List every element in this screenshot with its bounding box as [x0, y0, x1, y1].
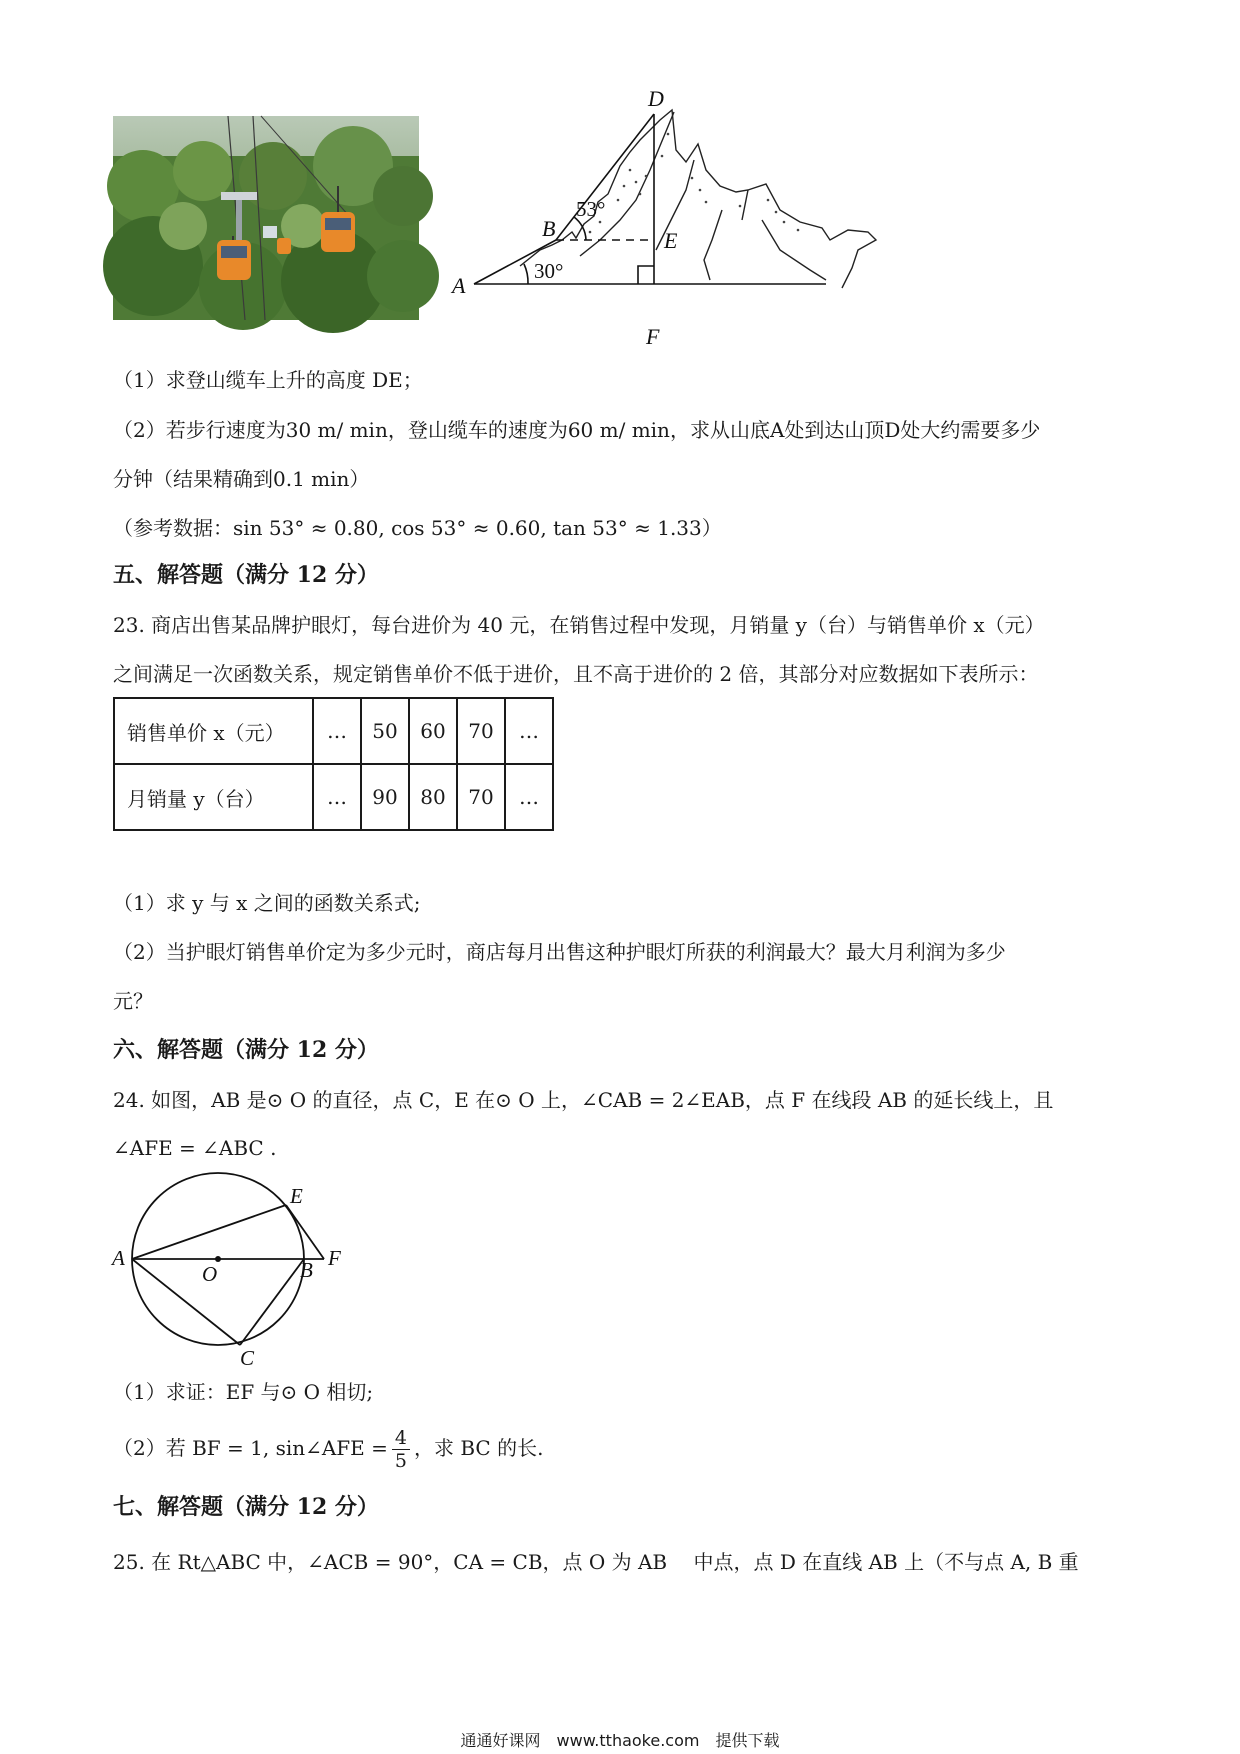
mountain-diagram: [452, 86, 940, 358]
angle-30: 30°: [534, 259, 564, 283]
section-6-heading: 六、解答题（满分 12 分）: [113, 1037, 379, 1063]
mountain-outline: [520, 110, 876, 288]
circle-label-o: O: [202, 1262, 218, 1286]
table-row-header: 月销量 y（台）: [114, 764, 313, 830]
section-5-heading: 五、解答题（满分 12 分）: [113, 562, 379, 588]
circle-label-a: A: [112, 1246, 125, 1270]
q24-line2: ∠AFE = ∠ABC .: [113, 1136, 277, 1160]
table-cell: 60: [409, 698, 457, 764]
table-row: [114, 698, 553, 764]
geometry-lines: [474, 114, 826, 284]
table-cell: …: [505, 764, 553, 830]
q24-line1: 24. 如图，AB 是⊙ O 的直径，点 C，E 在⊙ O 上，∠CAB = 2∠EAB，点 F 在线段 AB 的延长线上，且: [113, 1088, 1054, 1112]
fraction: [392, 1427, 410, 1472]
table-cell: …: [313, 764, 361, 830]
q24-part2-prefix: （2）若 BF = 1, sin∠AFE =: [113, 1436, 388, 1460]
mountain-shading: [589, 133, 800, 234]
q23-line1: 23. 商店出售某品牌护眼灯，每台进价为 40 元，在销售过程中发现，月销量 y（台）与销售单价 x（元）: [113, 613, 1045, 637]
fraction-denominator: 5: [394, 1450, 407, 1472]
angle-53: 53°: [576, 197, 606, 221]
circle-diagram: [110, 1175, 360, 1370]
q24-part2-suffix: ，求 BC 的长.: [414, 1436, 544, 1460]
q23-part2-line1: （2）当护眼灯销售单价定为多少元时，商店每月出售这种护眼灯所获的利润最大？最大月利润为多少: [113, 940, 1006, 964]
label-d: D: [648, 86, 664, 111]
q22-reference: （参考数据：sin 53° ≈ 0.80, cos 53° ≈ 0.60, tan 53° ≈ 1.33）: [113, 516, 722, 540]
table-cell: 90: [361, 764, 409, 830]
circle-label-b: B: [300, 1258, 313, 1282]
table-cell: 50: [361, 698, 409, 764]
q24-part2: [113, 1420, 543, 1476]
q22-part2-line1: （2）若步行速度为30 m/ min，登山缆车的速度为60 m/ min，求从山底A处到达山顶D处大约需要多少: [113, 418, 1041, 442]
label-b: B: [542, 216, 556, 241]
q22-part1: （1）求登山缆车上升的高度 DE；: [113, 368, 423, 392]
q23-line2: 之间满足一次函数关系，规定销售单价不低于进价，且不高于进价的 2 倍，其部分对应数据如下表所示：: [113, 662, 1039, 686]
q23-part1: （1）求 y 与 x 之间的函数关系式;: [113, 891, 421, 915]
label-f: F: [646, 324, 660, 349]
cable-car-photo: [113, 116, 419, 320]
section-7-heading: 七、解答题（满分 12 分）: [113, 1494, 379, 1520]
circle-label-f: F: [328, 1246, 341, 1270]
q23-part2-line2: 元？: [113, 989, 153, 1013]
circle-label-e: E: [290, 1184, 303, 1208]
circle-label-c: C: [240, 1346, 255, 1370]
q25-line1: 25. 在 Rt△ABC 中，∠ACB = 90°，CA = CB，点 O 为 AB 中点，点 D 在直线 AB 上（不与点 A, B 重: [113, 1550, 1079, 1574]
page-footer: 通通好课网 www.tthaoke.com 提供下载: [460, 1731, 780, 1750]
label-a: A: [452, 273, 466, 298]
table-cell: …: [313, 698, 361, 764]
table-row: [114, 764, 553, 830]
table-cell: 70: [457, 764, 505, 830]
q24-part1: （1）求证：EF 与⊙ O 相切;: [113, 1380, 374, 1404]
label-e: E: [664, 228, 678, 253]
table-cell: 80: [409, 764, 457, 830]
price-sales-table: [113, 697, 554, 831]
table-row-header: 销售单价 x（元）: [114, 698, 313, 764]
q22-part2-line2: 分钟（结果精确到0.1 min）: [113, 467, 370, 491]
table-cell: 70: [457, 698, 505, 764]
fraction-numerator: 4: [392, 1427, 410, 1450]
table-cell: …: [505, 698, 553, 764]
